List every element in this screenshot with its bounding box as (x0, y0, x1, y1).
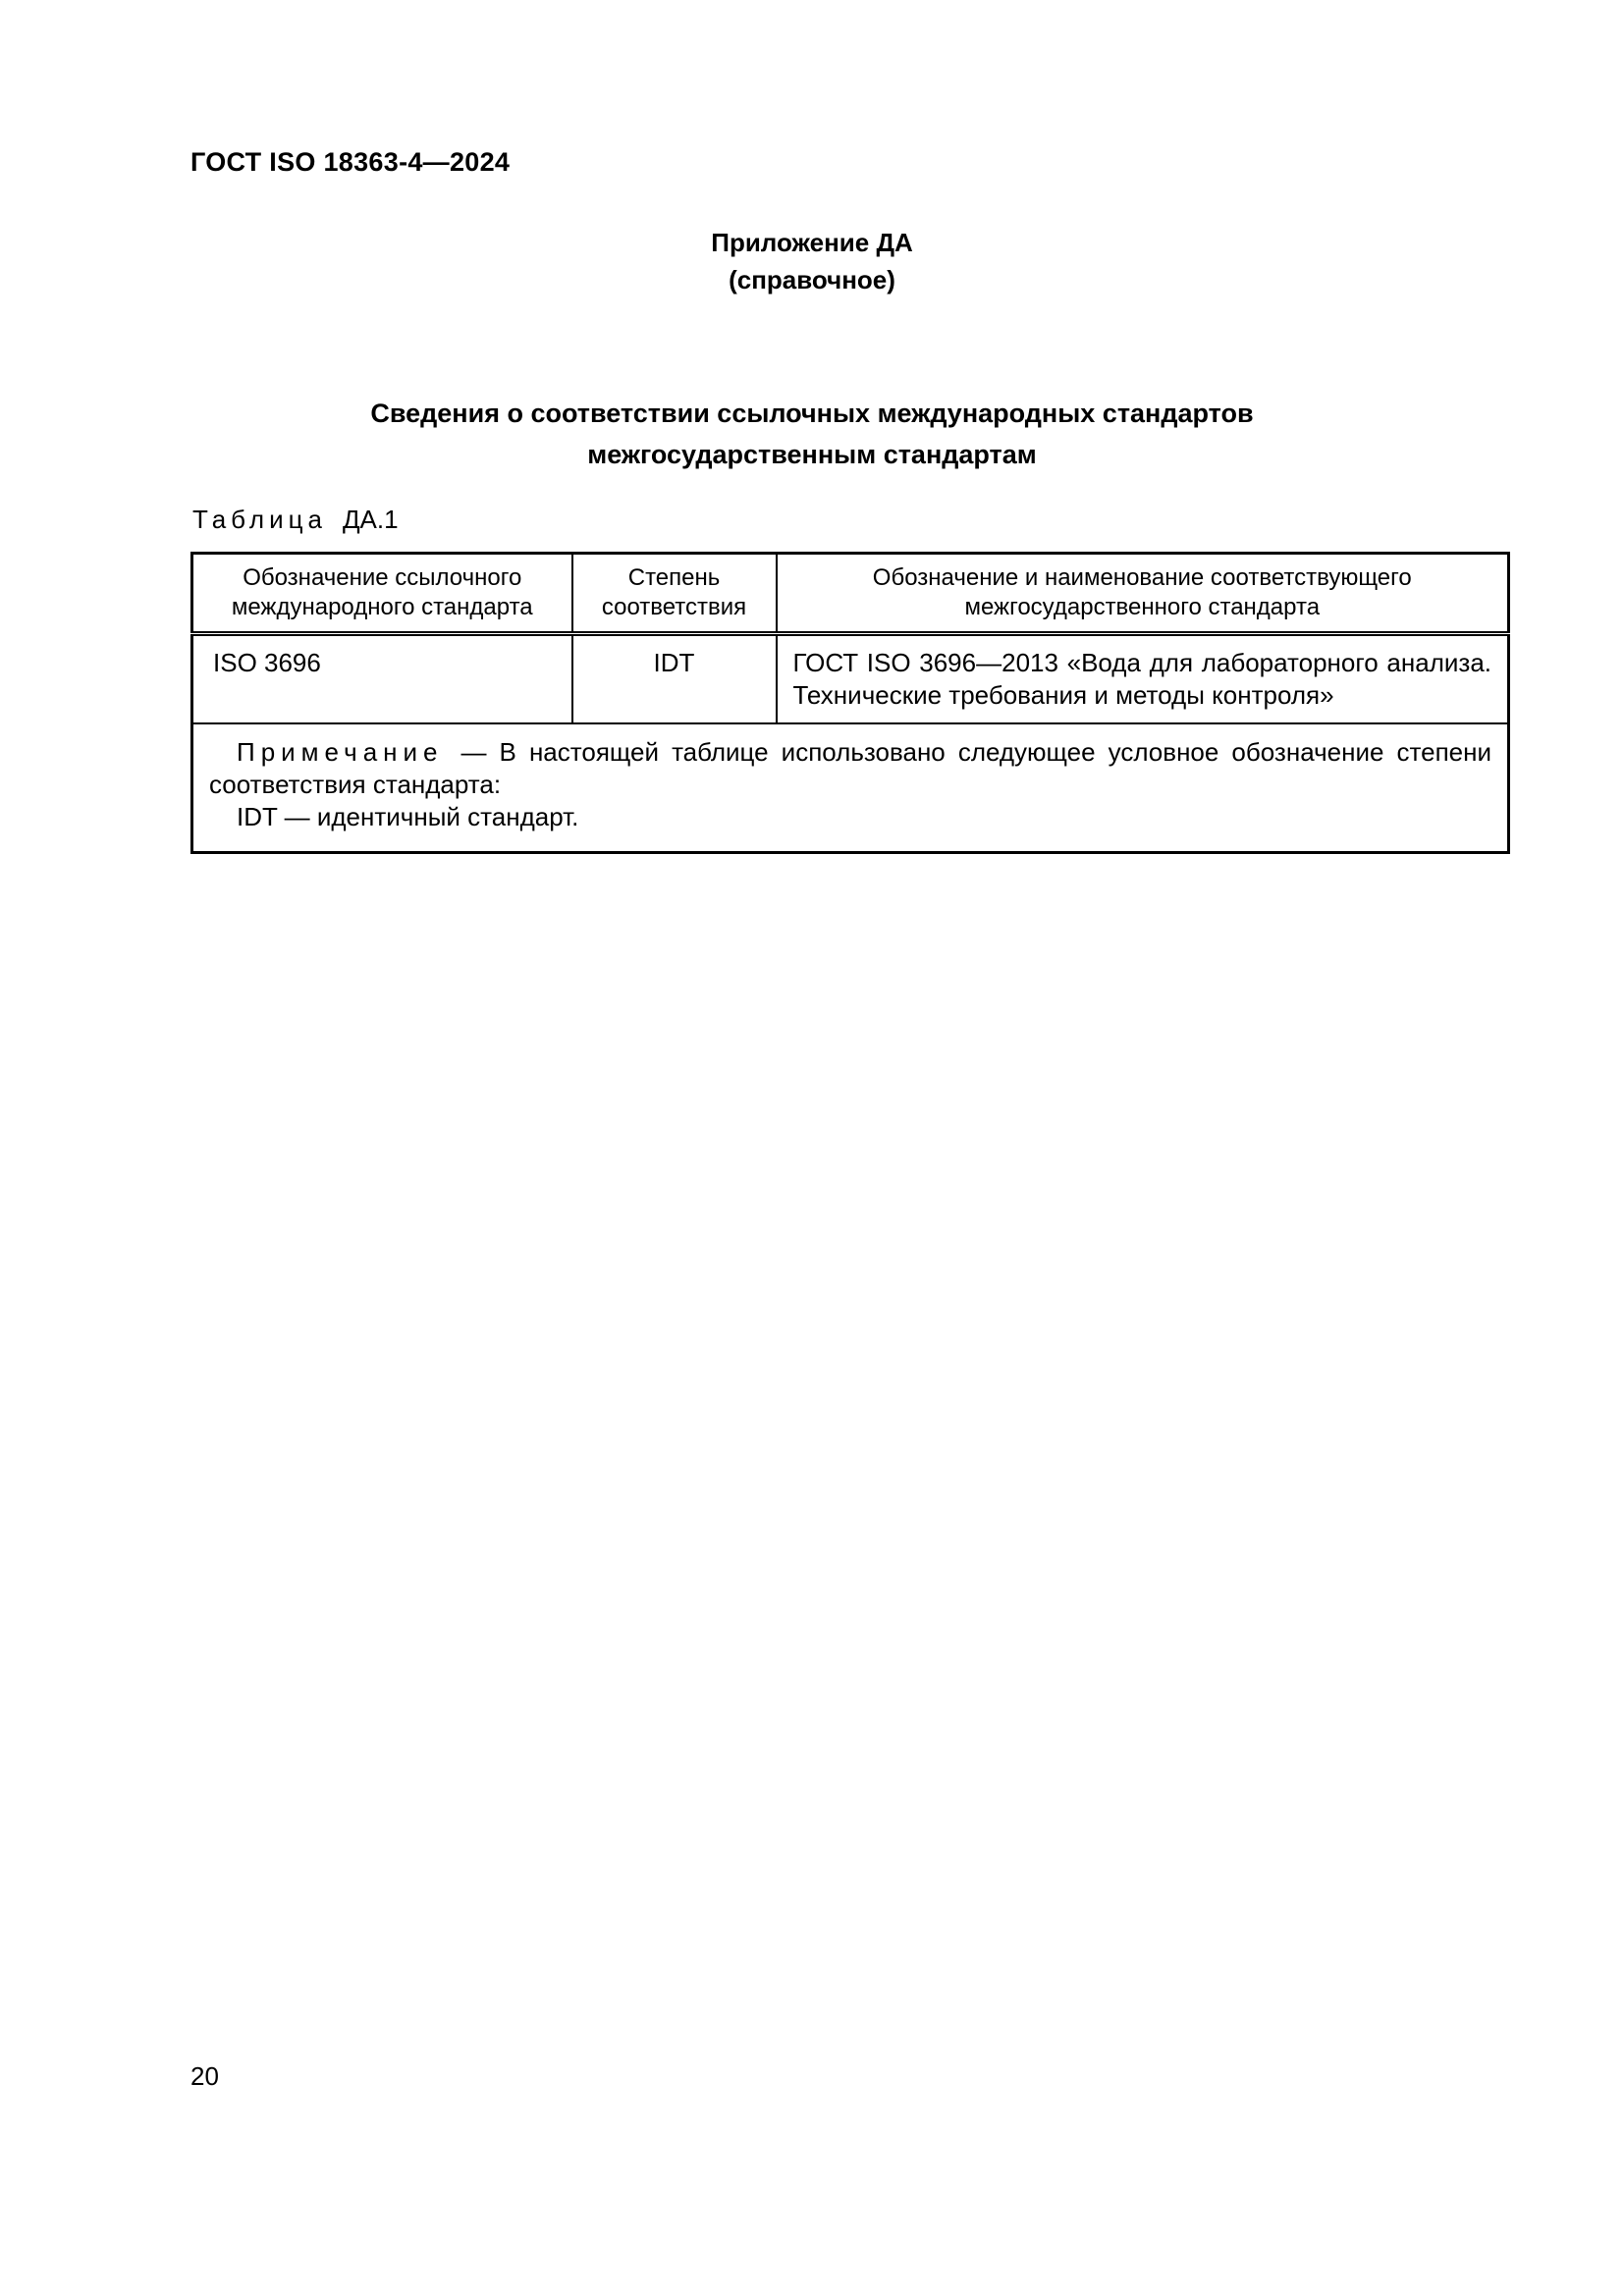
table-row (192, 634, 1509, 724)
note-paragraph (209, 736, 1491, 801)
column-header-degree: Степень соответствия (572, 554, 777, 634)
section-title (0, 393, 1624, 475)
note-cell (192, 723, 1509, 853)
table-caption-number: ДА.1 (342, 505, 399, 534)
column-header-ref-standard: Обозначение ссылочного международного стандарта (192, 554, 572, 634)
section-title-line2: межгосударственным стандартам (587, 440, 1037, 469)
note-idt-line: IDT — идентичный стандарт. (237, 802, 579, 831)
table-caption (192, 505, 399, 535)
annex-subtitle: (справочное) (729, 265, 895, 294)
page-number: 20 (190, 2061, 219, 2091)
note-label: Примечание (237, 737, 444, 767)
table-caption-label: Таблица (192, 505, 327, 534)
column-header-interstate-standard: Обозначение и наименование соответствующего межгосударственного стандарта (777, 554, 1509, 634)
note-body: — В настоящей таблице использовано следующее условное обозначение степени соответствия стандарта: (209, 737, 1491, 799)
annex-heading (0, 224, 1624, 298)
correspondence-table (190, 552, 1510, 854)
ref-standard-cell: ISO 3696 (192, 634, 572, 724)
table-header-row (192, 554, 1509, 634)
note-row (192, 723, 1509, 853)
degree-cell: IDT (572, 634, 777, 724)
interstate-standard-cell: ГОСТ ISO 3696—2013 «Вода для лабораторного анализа. Технические требования и методы контроля» (777, 634, 1509, 724)
annex-title: Приложение ДА (711, 228, 913, 257)
document-number: ГОСТ ISO 18363-4—2024 (190, 147, 511, 177)
section-title-line1: Сведения о соответствии ссылочных международных стандартов (370, 399, 1254, 428)
